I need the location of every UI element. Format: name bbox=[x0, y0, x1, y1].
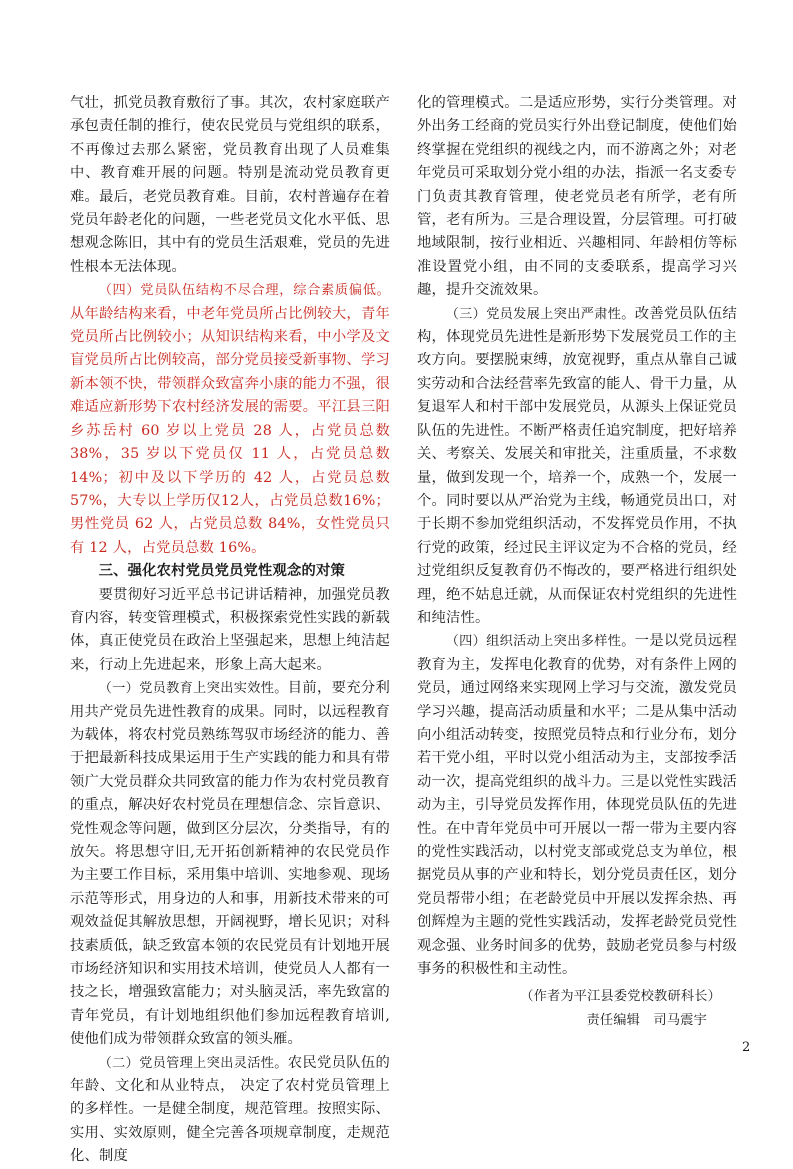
paragraph-section-intro: 要贯彻好习近平总书记讲话精神，加强党员教育内容，转变管理模式，积极探索党性实践的新载体，真正使党员在政治上坚强起来，思想上纯洁起来，行动上先进起来，形象上高大起来。 bbox=[70, 586, 390, 673]
paragraph-education-body: 目前，要充分利用共产党员先进性教育的成果。同时，以远程教育为载体，将农村党员熟练驾驭市场经济的能力、善于把最新科技成果运用于生产实践的能力和具有带领广大党员群众共同致富的能力作为农村党员教育的重点，解决好农村党员在理想信念、宗旨意识、党性观念等问题，做到区分层次，分类指导，有的放矢。将思想守旧,无开拓创新精神的农民党员作为主要工作目标，采用集中培训、实地参观、现场示范等形式，用身边的人和事，用新技术带来的可观效益促其解放思想，开阔视野，增长见识；对科技素质低，缺乏致富本领的农民党员有计划地开展市场经济知识和实用技术培训，使党员人人都有一技之长，增强致富能力；对头脑灵活，率先致富的青年党员，有计划地组织他们参加远程教育培训,使他们成为带领群众致富的领头雁。 bbox=[70, 680, 390, 1048]
paragraph-education bbox=[70, 677, 390, 1052]
subheading-management: （二）党员管理上突出灵活性。 bbox=[98, 1055, 288, 1071]
paragraph-management-continued: 化的管理模式。二是适应形势，实行分类管理。对外出务工经商的党员实行外出登记制度，使他们始终掌握在党组织的视线之内，而不游离之外；对老年党员可采取划分党小组的办法，指派一名支委专门负责其教育管理，使老党员老有所学，老有所管，老有所为。三是合理设置，分层管理。可打破地域限制，按行业相近、兴趣相同、年龄相仿等标准设置党小组，由不同的支委联系，提高学习兴趣，提升交流效果。 bbox=[417, 95, 737, 299]
paragraph-intro-continued: 气壮，抓党员教育敷衍了事。其次，农村家庭联产承包责任制的推行，使农民党员与党组织的联系，不再像过去那么紧密，党员教育出现了人员难集中、教育难开展的问题。特别是流动党员教育更难。最后，老党员教育难。目前，农村普遍存在着党员年龄老化的问题，一些老党员文化水平低、思想观念陈旧，其中有的党员生活艰难，党员的先进性根本无法体现。 bbox=[70, 95, 390, 275]
paragraph-management-body: 农民党员队伍的年龄、文化和从业特点， 决定了农村党员管理上的多样性。一是健全制度，规范管理。按照实际、实用、实效原则，健全完善各项规章制度，走规范化、制度 bbox=[70, 1054, 390, 1165]
responsible-editor: 责任编辑 司马震宇 bbox=[586, 1012, 707, 1028]
right-column bbox=[417, 92, 737, 1032]
subheading-activities: （四）组织活动上突出多样性。 bbox=[445, 634, 635, 650]
paragraph-structure-issue bbox=[70, 279, 390, 560]
paragraph-activities bbox=[417, 630, 737, 981]
page-number: 2 bbox=[742, 1040, 751, 1055]
subheading-development: （三）党员发展上突出严肃性。 bbox=[445, 306, 635, 322]
author-note: （作者为平江县委党校教研科长） bbox=[520, 989, 721, 1005]
paragraph-management bbox=[70, 1052, 390, 1169]
paragraph-development bbox=[417, 303, 737, 631]
paragraph-structure-issue-body: 从年龄结构来看，中老年党员所占比例较大，青年党员所占比例较小；从知识结构来看，中小学及文盲党员所占比例较高，部分党员接受新事物、学习新本领不快，带领群众致富奔小康的能力不强，很难适应新形势下农村经济发展的需要。平江县三阳乡苏岳村 60 岁以上党员 28 人，占党员总数 38%，35 岁以下党员仅 11 人，占党员总数 14%；初中及以下学历的 42 人，占党员总数57%，大专以上学历仅12人，占党员总数16%；男性党员 62 人，占党员总数 84%，女性党员只有 12 人，占党员总数 16%。 bbox=[70, 305, 390, 556]
paragraph-activities-body: 一是以党员远程教育为主，发挥电化教育的优势，对有条件上网的党员，通过网络来实现网上学习与交流，激发党员学习兴趣，提高活动质量和水平；二是从集中活动向小组活动转变，按照党员特点和行业分布，划分若干党小组，平时以党小组活动为主，支部按季活动一次，提高党组织的战斗力。三是以党性实践活动为主，引导党员发挥作用，体现党员队伍的先进性。在中青年党员中可开展以一帮一带为主要内容的党性实践活动，以村党支部或党总支为单位，根据党员从事的产业和特长，划分党员责任区，划分党员帮带小组；在老龄党员中开展以发挥余热、再创辉煌为主题的党性实践活动，发挥老龄党员党性观念强、业务时间多的优势，鼓励老党员参与村级事务的积极性和主动性。 bbox=[417, 633, 737, 978]
paragraph-development-body: 改善党员队伍结构，体现党员先进性是新形势下发展党员工作的主攻方向。要摆脱束缚，放宽视野，重点从靠自己诚实劳动和合法经营率先致富的能人、骨干力量，从复退军人和村干部中发展党员，从源头上保证党员队伍的先进性。不断严格责任追究制度，把好培养关、考察关、发展关和审批关，注重质量，不求数量，做到发现一个，培养一个，成熟一个，发展一个。同时要以从严治党为主线，畅通党员出口，对于长期不参加党组织活动，不发挥党员作用，不执行党的政策，经过民主评议定为不合格的党员，经过党组织反复教育仍不悔改的，要严格进行组织处理，绝不姑息迁就，从而保证农村党组织的先进性和纯洁性。 bbox=[417, 305, 737, 626]
left-column bbox=[70, 92, 390, 1169]
section-heading: 三、强化农村党员党员党性观念的对策 bbox=[98, 563, 346, 580]
subheading-structure-issue: （四）党员队伍结构不尽合理，综合素质偏低。 bbox=[98, 283, 390, 299]
subheading-education: （一）党员教育上突出实效性。 bbox=[98, 681, 288, 697]
